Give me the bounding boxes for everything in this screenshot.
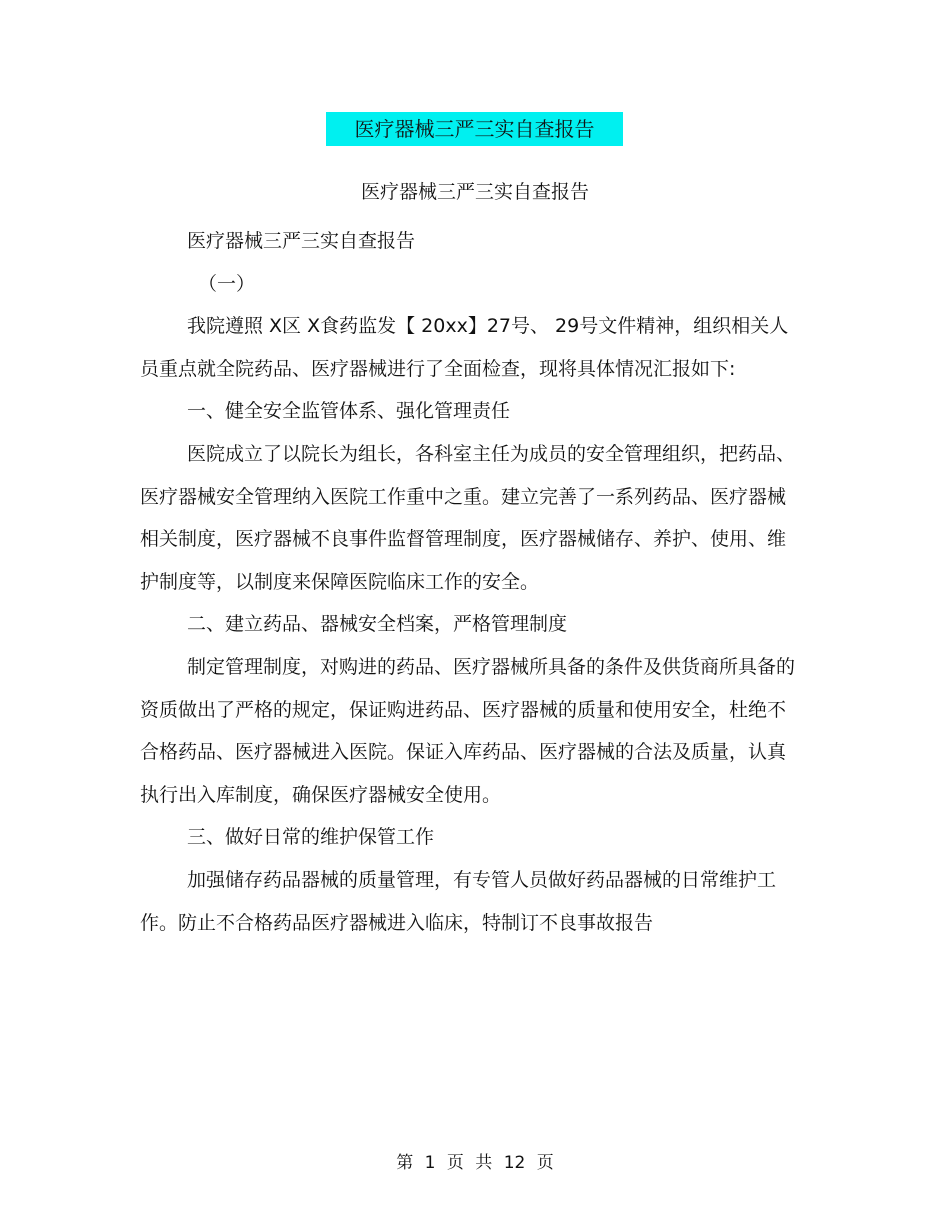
page-footer: 第 1 页 共 12 页 — [396, 1153, 554, 1173]
paragraph-section-3: 加强储存药品器械的质量管理，有专管人员做好药品器械的日常维护工作。防止不合格药品医疗器械进入临床，特制订不良事故报告 — [140, 868, 777, 934]
section-heading-3: 三、做好日常的维护保管工作 — [187, 826, 435, 849]
paragraph-number: （一） — [198, 272, 256, 295]
document-subtitle: 医疗器械三严三实自查报告 — [360, 181, 589, 203]
section-heading-1: 一、健全安全监管体系、强化管理责任 — [187, 400, 511, 423]
paragraph-section-2: 制定管理制度，对购进的药品、医疗器械所具备的条件及供货商所具备的资质做出了严格的规定，保证购进药品、医疗器械的质量和使用安全，杜绝不合格药品、医疗器械进入医院。保证入库药品、医疗器械的合法及质量，认真执行出入库制度，确保医疗器械安全使用。 — [140, 655, 796, 806]
paragraph-intro: 我院遵照 X区 X食药监发【 20xx】27号、 29号文件精神，组织相关人员重点就全院药品、医疗器械进行了全面检查，现将具体情况汇报如下: — [140, 315, 789, 380]
paragraph-heading: 医疗器械三严三实自查报告 — [187, 230, 416, 252]
document-title: 医疗器械三严三实自查报告 — [326, 112, 623, 146]
document-body — [140, 220, 795, 944]
section-heading-2: 二、建立药品、器械安全档案，严格管理制度 — [187, 613, 568, 636]
paragraph-section-1: 医院成立了以院长为组长，各科室主任为成员的安全管理组织，把药品、医疗器械安全管理纳入医院工作重中之重。建立完善了一系列药品、医疗器械相关制度，医疗器械不良事件监督管理制度，医疗器械储存、养护、使用、维护制度等，以制度来保障医院临床工作的安全。 — [140, 442, 796, 593]
